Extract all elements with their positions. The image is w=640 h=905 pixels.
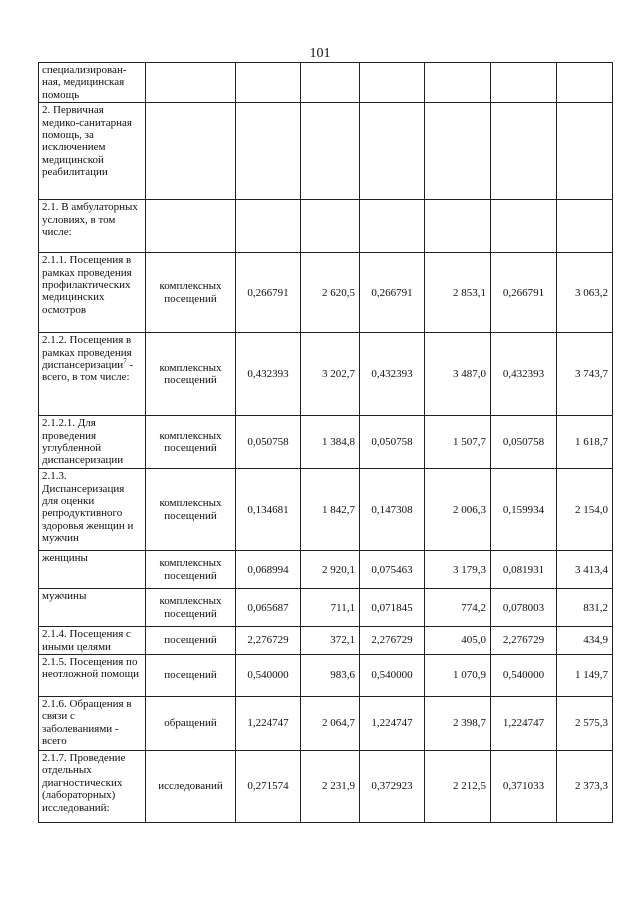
value-cell: 0,540000 — [491, 655, 557, 697]
value-cell — [301, 103, 360, 200]
row-name-cell: 2.1.7. Проведение отдельных диагностических (лабораторных) исследований: — [39, 751, 146, 823]
value-cell: 0,081931 — [491, 551, 557, 589]
table-row — [39, 751, 613, 823]
value-cell: 0,050758 — [491, 416, 557, 469]
unit-cell — [146, 63, 236, 103]
unit-cell — [146, 200, 236, 253]
table-row — [39, 63, 613, 103]
value-cell: 2 575,3 — [557, 697, 613, 751]
value-cell: 0,271574 — [236, 751, 301, 823]
footnote-mark: 7 — [123, 357, 127, 366]
page-number: 101 — [309, 46, 331, 61]
value-cell — [301, 63, 360, 103]
value-cell: 0,068994 — [236, 551, 301, 589]
value-cell: 2 064,7 — [301, 697, 360, 751]
value-cell — [491, 200, 557, 253]
table-row — [39, 416, 613, 469]
value-cell: 2 920,1 — [301, 551, 360, 589]
row-name-cell: 2.1.4. Посещения с иными целями — [39, 627, 146, 655]
value-cell: 3 743,7 — [557, 333, 613, 416]
value-cell: 1 384,8 — [301, 416, 360, 469]
unit-cell: комплексных посещений — [146, 416, 236, 469]
row-name-cell: 2. Первичная медико-санитарная помощь, за исключением медицинской реабилитации — [39, 103, 146, 200]
unit-cell: посещений — [146, 627, 236, 655]
value-cell: 1 618,7 — [557, 416, 613, 469]
value-cell: 1,224747 — [236, 697, 301, 751]
value-cell: 0,266791 — [360, 253, 425, 333]
row-name-cell: 2.1.3. Диспансеризация для оценки репродуктивного здоровья женщин и мужчин — [39, 469, 146, 551]
value-cell: 0,071845 — [360, 589, 425, 627]
value-cell: 3 202,7 — [301, 333, 360, 416]
value-cell: 434,9 — [557, 627, 613, 655]
value-cell: 0,432393 — [491, 333, 557, 416]
table-row — [39, 551, 613, 589]
value-cell: 1 149,7 — [557, 655, 613, 697]
value-cell: 0,065687 — [236, 589, 301, 627]
value-cell: 0,050758 — [360, 416, 425, 469]
row-name-cell: 2.1.2. Посещения в рамках проведения диспансеризации$^7$ - всего, в том числе: — [39, 333, 146, 416]
value-cell: 831,2 — [557, 589, 613, 627]
value-cell: 0,078003 — [491, 589, 557, 627]
unit-cell — [146, 103, 236, 200]
value-cell: 0,134681 — [236, 469, 301, 551]
value-cell — [360, 63, 425, 103]
value-cell — [301, 200, 360, 253]
value-cell: 2 620,5 — [301, 253, 360, 333]
value-cell: 3 063,2 — [557, 253, 613, 333]
table-row — [39, 333, 613, 416]
table-row — [39, 627, 613, 655]
row-name-cell: специализирован-ная, медицинская помощь — [39, 63, 146, 103]
table-row — [39, 589, 613, 627]
value-cell: 0,147308 — [360, 469, 425, 551]
row-name-cell: 2.1. В амбулаторных условиях, в том числе: — [39, 200, 146, 253]
value-cell: 2 212,5 — [425, 751, 491, 823]
unit-cell: комплексных посещений — [146, 333, 236, 416]
value-cell: 0,266791 — [491, 253, 557, 333]
value-cell: 2 398,7 — [425, 697, 491, 751]
value-cell: 0,372923 — [360, 751, 425, 823]
value-cell: 0,075463 — [360, 551, 425, 589]
value-cell: 983,6 — [301, 655, 360, 697]
value-cell: 0,540000 — [236, 655, 301, 697]
table-row — [39, 655, 613, 697]
value-cell: 1,224747 — [360, 697, 425, 751]
value-cell: 3 179,3 — [425, 551, 491, 589]
value-cell: 0,432393 — [236, 333, 301, 416]
value-cell: 0,432393 — [360, 333, 425, 416]
unit-cell: комплексных посещений — [146, 253, 236, 333]
value-cell: 0,540000 — [360, 655, 425, 697]
value-cell: 1 070,9 — [425, 655, 491, 697]
value-cell: 1 507,7 — [425, 416, 491, 469]
unit-cell: комплексных посещений — [146, 589, 236, 627]
table-row — [39, 697, 613, 751]
value-cell — [557, 200, 613, 253]
value-cell: 3 413,4 — [557, 551, 613, 589]
value-cell: 2,276729 — [360, 627, 425, 655]
value-cell — [491, 63, 557, 103]
value-cell: 2 373,3 — [557, 751, 613, 823]
value-cell — [557, 103, 613, 200]
value-cell: 711,1 — [301, 589, 360, 627]
table-row — [39, 253, 613, 333]
table-row — [39, 469, 613, 551]
value-cell — [236, 103, 301, 200]
row-name-cell: 2.1.6. Обращения в связи с заболеваниями - всего — [39, 697, 146, 751]
value-cell: 774,2 — [425, 589, 491, 627]
value-cell: 2,276729 — [236, 627, 301, 655]
value-cell — [236, 200, 301, 253]
value-cell — [236, 63, 301, 103]
unit-cell: посещений — [146, 655, 236, 697]
value-cell: 372,1 — [301, 627, 360, 655]
row-name-cell: женщины — [39, 551, 146, 589]
value-cell — [425, 63, 491, 103]
row-name-cell: 2.1.5. Посещения по неотложной помощи — [39, 655, 146, 697]
value-cell: 2 231,9 — [301, 751, 360, 823]
unit-cell: комплексных посещений — [146, 551, 236, 589]
row-name-cell: 2.1.2.1. Для проведения углубленной диспансеризации — [39, 416, 146, 469]
value-cell: 0,266791 — [236, 253, 301, 333]
value-cell: 405,0 — [425, 627, 491, 655]
norms-table — [38, 62, 613, 823]
value-cell: 2 154,0 — [557, 469, 613, 551]
value-cell — [425, 200, 491, 253]
value-cell: 1,224747 — [491, 697, 557, 751]
value-cell: 0,371033 — [491, 751, 557, 823]
value-cell: 2 853,1 — [425, 253, 491, 333]
value-cell: 2 006,3 — [425, 469, 491, 551]
value-cell: 0,050758 — [236, 416, 301, 469]
value-cell — [360, 103, 425, 200]
unit-cell: исследований — [146, 751, 236, 823]
unit-cell: обращений — [146, 697, 236, 751]
value-cell: 3 487,0 — [425, 333, 491, 416]
row-name-cell: 2.1.1. Посещения в рамках проведения профилактических медицинских осмотров — [39, 253, 146, 333]
value-cell: 2,276729 — [491, 627, 557, 655]
value-cell: 1 842,7 — [301, 469, 360, 551]
table-row — [39, 200, 613, 253]
value-cell — [425, 103, 491, 200]
row-name-cell: мужчины — [39, 589, 146, 627]
value-cell — [491, 103, 557, 200]
value-cell — [360, 200, 425, 253]
unit-cell: комплексных посещений — [146, 469, 236, 551]
value-cell — [557, 63, 613, 103]
value-cell: 0,159934 — [491, 469, 557, 551]
table-row — [39, 103, 613, 200]
